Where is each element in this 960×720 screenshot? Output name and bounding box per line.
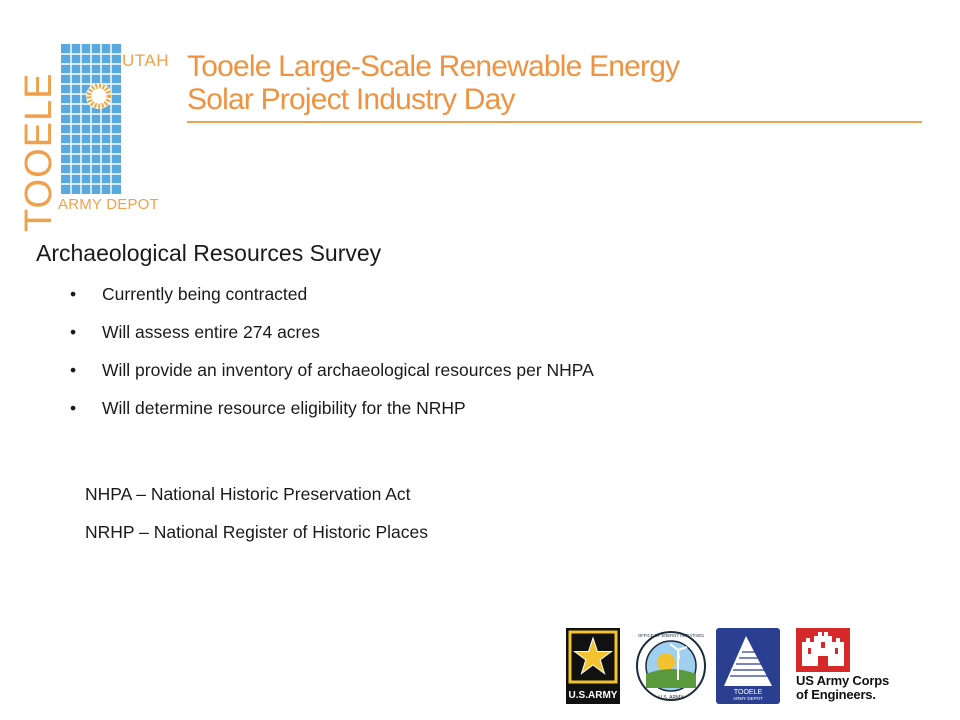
tooele-badge-subtext: ARMY DEPOT [733,696,763,701]
bullet-dot: • [70,322,77,342]
bullet-item [70,322,594,342]
slide-title [187,50,679,116]
energy-logo-ring-text: OFFICE OF ENERGY INITIATIVES [638,633,704,638]
bullet-item [70,398,594,418]
army-logo-text: U.S.ARMY [568,690,618,701]
bullet-text: Will determine resource eligibility for the NRHP [102,398,466,418]
logo-vertical-text: TOOELE [18,72,60,232]
usace-line-1: US Army Corps [796,673,889,688]
slide-title-line-2: Solar Project Industry Day [187,83,515,116]
footer-logos [566,628,896,704]
us-army-logo [566,628,620,704]
usace-castle-logo [796,628,850,672]
usace-line-2: of Engineers. [796,687,876,702]
bullet-dot: • [70,398,77,418]
acronym-definitions [85,484,428,560]
energy-logo-bottom-text: U.S. ARMY [658,695,684,701]
bullet-item [70,284,594,304]
acronym-definition: NRHP – National Register of Historic Places [85,522,429,542]
acronym-definition: NHPA – National Historic Preservation Act [85,484,411,504]
usace-wordmark [796,674,889,702]
energy-initiatives-logo [636,628,706,704]
tooele-badge-text: TOOELE [733,689,763,696]
bullet-list [70,284,594,436]
tooele-badge-logo [716,628,780,704]
logo-grid-graphic [61,44,121,194]
bullet-item [70,360,594,380]
bullet-dot: • [70,284,77,304]
title-underline [187,121,922,123]
slide-title-line-1: Tooele Large-Scale Renewable Energy [187,50,680,83]
logo-army-depot-text: ARMY DEPOT [58,196,159,213]
bullet-text: Will provide an inventory of archaeological resources per NHPA [102,360,594,380]
bullet-dot: • [70,360,77,380]
tooele-logo [18,42,178,232]
bullet-text: Will assess entire 274 acres [102,322,320,342]
logo-utah-text: UTAH [122,51,170,70]
bullet-text: Currently being contracted [102,284,308,304]
section-heading: Archaeological Resources Survey [36,240,382,266]
